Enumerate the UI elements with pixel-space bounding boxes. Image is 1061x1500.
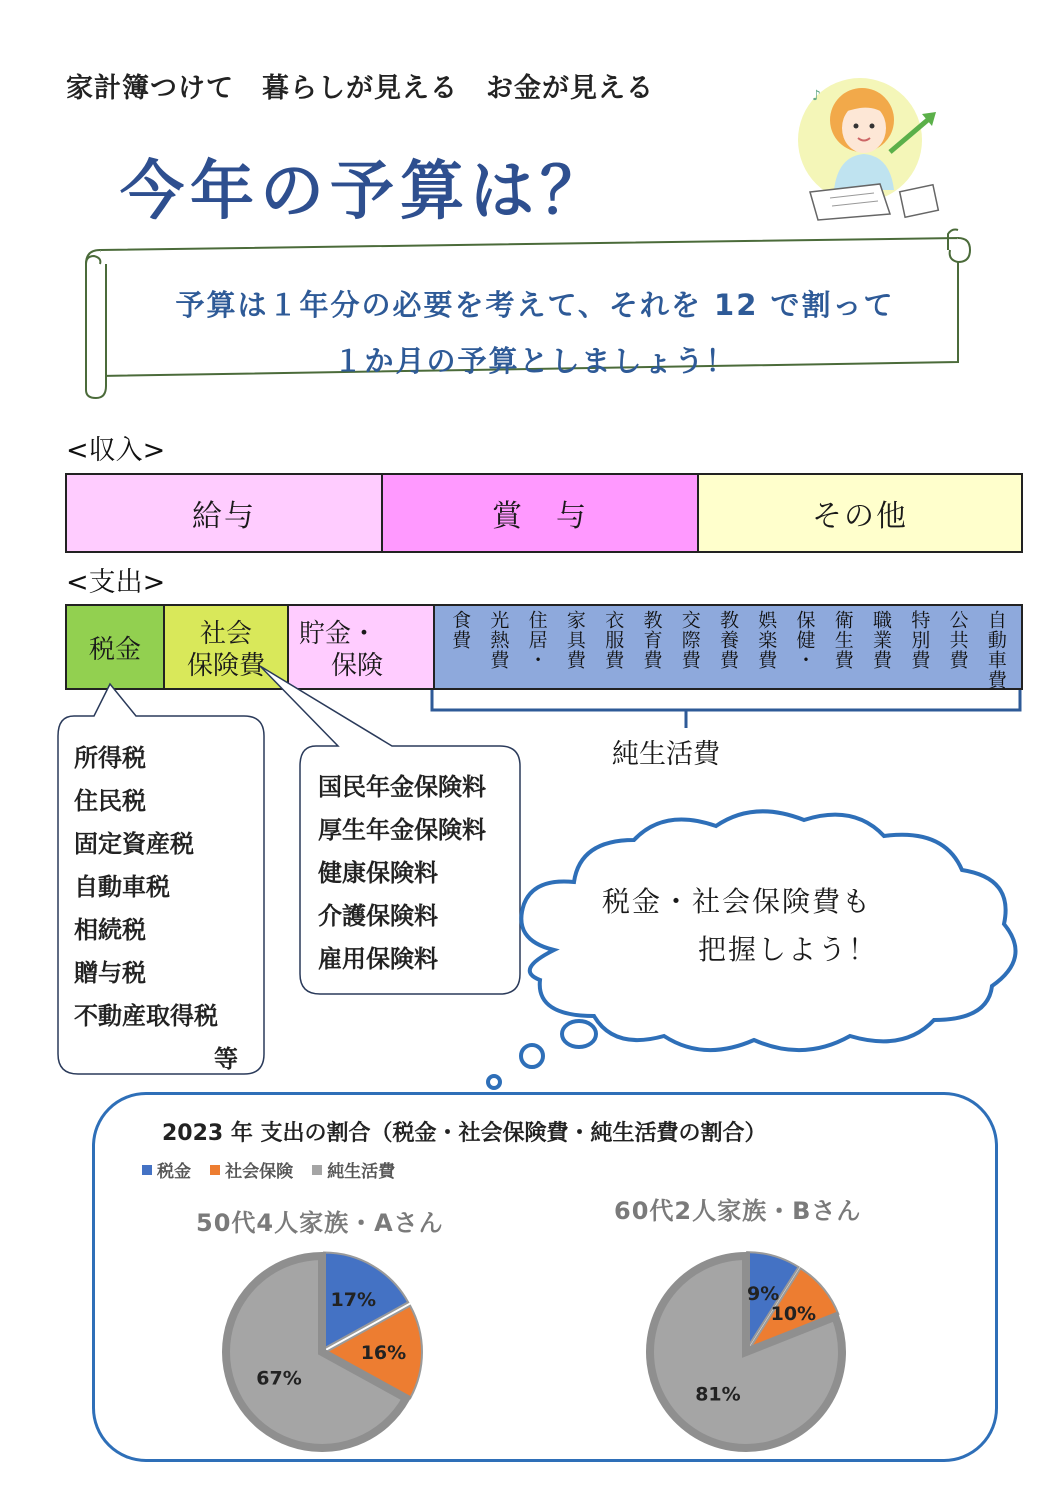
chart-legend	[142, 1157, 409, 1182]
living-label: 純生活費	[612, 739, 720, 770]
living-item: 教育費	[640, 610, 663, 670]
pie-b-label: 10%	[770, 1302, 817, 1325]
living-item: 交際費	[678, 610, 701, 670]
legend-item-social	[210, 1157, 293, 1182]
social-item: 国民年金保険料	[318, 773, 486, 801]
tax-list	[74, 737, 238, 1081]
pie-chart-a	[216, 1244, 432, 1460]
legend-swatch	[210, 1165, 220, 1175]
expense-savings-line1: 貯金・	[299, 619, 378, 649]
living-item: 保健・	[793, 610, 816, 670]
legend-label: 純生活費	[327, 1162, 396, 1182]
pie-a-label: 16%	[360, 1342, 407, 1364]
income-bar	[65, 473, 1023, 553]
pie-a-label: 17%	[330, 1289, 377, 1312]
living-item: 衛生費	[831, 610, 854, 670]
legend-item-living	[312, 1157, 395, 1182]
legend-swatch	[142, 1165, 152, 1175]
pie-b-label: 81%	[695, 1383, 741, 1406]
pie-b-label: 9%	[747, 1282, 780, 1305]
scroll-text-line1: 予算は１年分の必要を考えて、それを 12 で割って	[175, 288, 895, 322]
svg-text:♪: ♪	[812, 88, 821, 104]
social-item: 厚生年金保険料	[318, 816, 486, 844]
expenses-label: <支出>	[66, 567, 166, 598]
legend-swatch	[312, 1165, 322, 1175]
tax-item: 贈与税	[74, 959, 146, 987]
expense-savings-line2: 保険	[331, 651, 384, 681]
page-title: 今年の予算は？	[120, 155, 610, 229]
tax-list-footer: 等	[214, 1045, 238, 1073]
income-bonus-label: 賞 与	[492, 499, 588, 534]
social-list	[318, 766, 486, 981]
expense-social-line1: 社会	[199, 619, 252, 649]
living-item: 職業費	[870, 610, 893, 670]
income-salary	[67, 475, 383, 551]
tax-item: 住民税	[74, 787, 146, 815]
income-salary-label: 給与	[192, 499, 256, 534]
social-item: 健康保険料	[318, 859, 438, 887]
income-other-label: その他	[812, 499, 908, 534]
social-item: 雇用保険料	[318, 945, 438, 973]
woman-studying-illustration	[790, 70, 950, 230]
cloud-text-line2: 把握しよう！	[698, 933, 879, 966]
income-label: <収入>	[66, 435, 166, 466]
pie-a-label: 67%	[256, 1367, 302, 1390]
tax-item: 自動車税	[74, 873, 170, 901]
social-item: 介護保険料	[318, 902, 438, 930]
tax-item: 相続税	[74, 916, 146, 944]
living-item: 娯楽費	[755, 610, 778, 670]
cloud-text-line1: 税金・社会保険費も	[602, 885, 873, 918]
legend-label: 税金	[157, 1162, 191, 1182]
living-item: 教養費	[716, 610, 739, 670]
pie-chart-b	[640, 1244, 856, 1460]
living-item: 衣服費	[602, 610, 625, 670]
living-item: 家具費	[563, 610, 586, 670]
legend-item-tax	[142, 1157, 191, 1182]
tagline: 家計簿つけて 暮らしが見える お金が見える	[66, 73, 654, 104]
living-item: 公共費	[946, 610, 969, 670]
expense-tax-label: 税金	[88, 634, 141, 665]
chart-title: 2023 年 支出の割合（税金・社会保険費・純生活費の割合）	[162, 1121, 767, 1146]
legend-label: 社会保険	[225, 1162, 294, 1182]
tax-item: 固定資産税	[74, 830, 194, 858]
income-bonus	[383, 475, 699, 551]
living-item: 光熱費	[487, 610, 510, 670]
pie-b-title: 60代2人家族・Bさん	[614, 1197, 862, 1225]
tax-item: 不動産取得税	[74, 1002, 218, 1030]
living-item: 特別費	[908, 610, 931, 670]
living-item: 自動車費	[984, 610, 1007, 690]
income-other	[699, 475, 1021, 551]
pie-a-title: 50代4人家族・Aさん	[196, 1209, 444, 1237]
living-item: 住居・	[525, 610, 548, 670]
scroll-text-line2: １か月の予算としましょう！	[333, 344, 737, 378]
living-item: 食費	[449, 610, 472, 650]
tax-item: 所得税	[74, 744, 146, 772]
expense-social-line2: 保険費	[186, 651, 265, 681]
